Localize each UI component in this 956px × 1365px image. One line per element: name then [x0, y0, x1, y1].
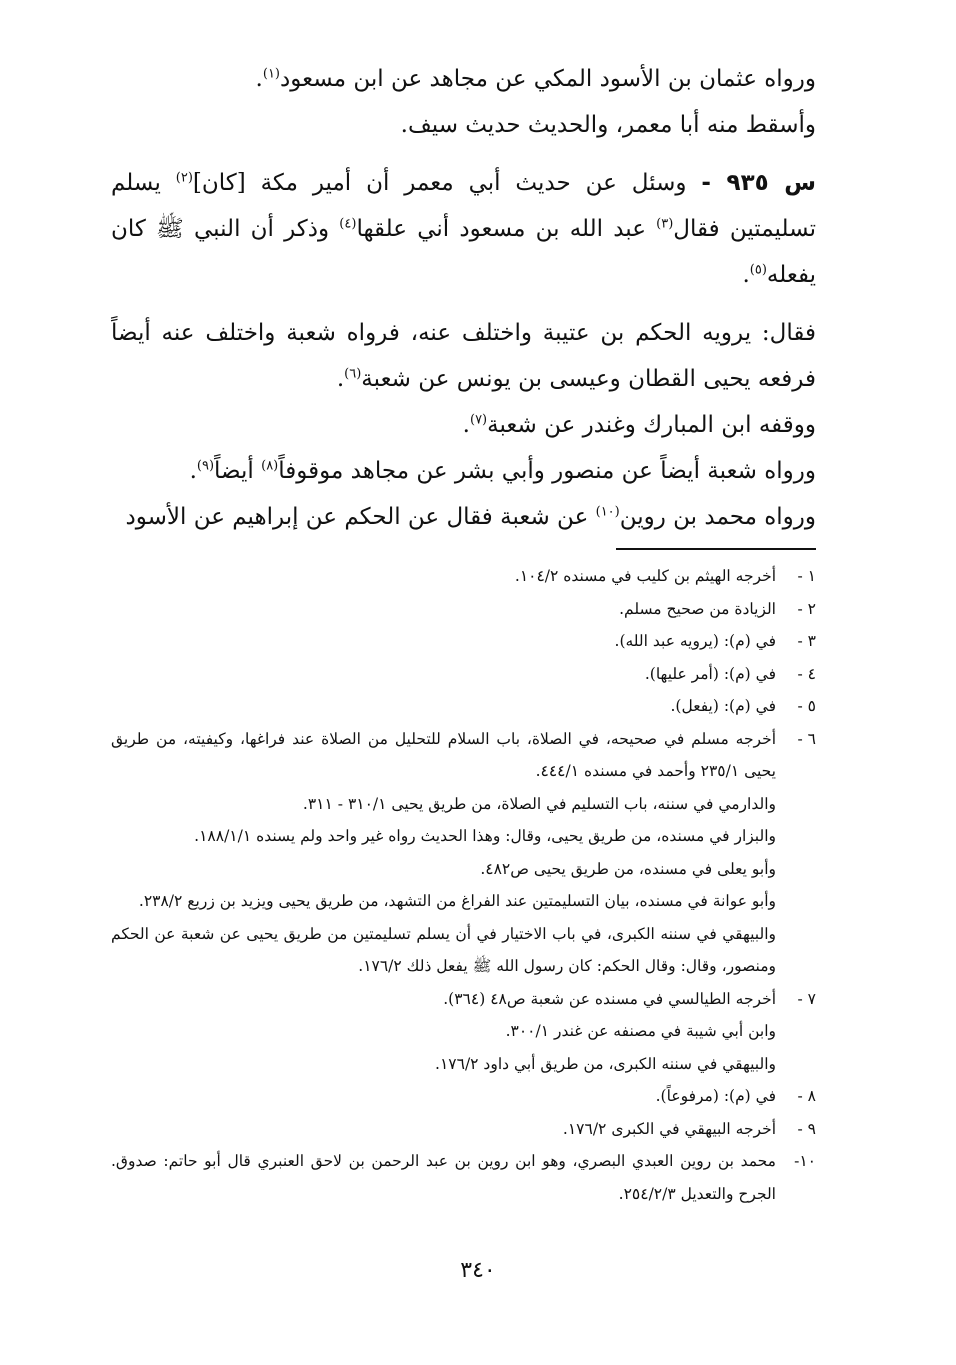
footnote-line: في (م): (مرفوعاً).	[655, 1087, 776, 1105]
footnote	[111, 560, 816, 593]
footnote	[111, 690, 816, 723]
footnote-number: ١٠-	[794, 1152, 816, 1170]
footnote-body	[111, 690, 776, 723]
footnote-number: ٤ -	[797, 664, 816, 683]
footnote	[111, 1113, 816, 1146]
footnote-ref: (١)	[262, 66, 280, 82]
footnote-ref: (٦)	[344, 366, 362, 382]
footnote-line: وأبو يعلى في مسنده، من طريق يحيى ص٤٨٢.	[480, 859, 776, 878]
footnote	[111, 593, 816, 626]
footnote	[111, 983, 816, 1081]
text-run: وأسقط منه أبا معمر، والحديث حديث سيف.	[400, 112, 816, 138]
footnote-body	[111, 1145, 776, 1210]
footnote-ref: (٣)	[656, 216, 674, 232]
footnote-body	[111, 1080, 776, 1113]
footnote-body	[111, 983, 776, 1081]
text-run: ورواه عثمان بن الأسود المكي عن مجاهد عن ابن مسعود	[280, 66, 816, 92]
footnote-line: في (م): (أمر عليها).	[644, 664, 776, 683]
footnote-body	[111, 723, 776, 983]
footnote-number: ٦ -	[797, 729, 816, 748]
text-run: وذكر أن النبي ﷺ كان يفعله	[111, 216, 816, 288]
text-run: ورواه شعبة أيضاً عن منصور وأبي بشر عن مجاهد موقوفاً	[278, 458, 816, 484]
footnote	[111, 658, 816, 691]
text-run: يسلم تسليمتين فقال	[111, 170, 816, 242]
text-run: عبد الله بن مسعود أني علقها	[356, 216, 646, 242]
footnote-ref: (٤)	[339, 216, 357, 232]
footnote-line: أخرجه مسلم في صحيحه، في الصلاة، باب السلام للتحليل من الصلاة عند فراغها، وكيفيته، من طريق يحيى ٢٣٥/١ وأحمد في مسنده ٤٤٤/١.	[111, 729, 776, 780]
footnote-line: والدارمي في سننه، باب التسليم في الصلاة، من طريق يحيى ٣١٠/١ - ٣١١.	[302, 794, 776, 813]
main-text	[111, 56, 816, 540]
text-run: عن شعبة فقال عن الحكم عن إبراهيم عن الأسود	[125, 504, 589, 530]
footnote-number: ٥ -	[797, 697, 816, 715]
footnote-body	[111, 625, 776, 658]
paragraph: ورواه شعبة أيضاً عن منصور وأبي بشر عن مجاهد موقوفاً$^{(٨)}$ أيضاً$^{(٩)}$.	[189, 458, 816, 484]
footnote-number: ٧ -	[797, 989, 816, 1008]
footnote	[111, 723, 816, 983]
footnote-number: ٢ -	[797, 599, 816, 618]
footnote-body	[111, 593, 776, 626]
footnote-number: ٩ -	[797, 1119, 816, 1138]
footnote-line: والبيهقي في سننه الكبرى، في باب الاختيار في أن يسلم تسليمتين من طريق يحيى عن شعبة عن الحكم ومنصور، وقال: وقال الحكم: كان رسول الله ﷺ يفعل ذلك ١٧٦/٢.	[111, 924, 776, 975]
paragraph: ورواه عثمان بن الأسود المكي عن مجاهد عن ابن مسعود$^{(١)}$.	[255, 66, 816, 92]
text-run: أيضاً	[214, 458, 254, 484]
text-run: ووقفه ابن المبارك وغندر عن شعبة	[487, 412, 816, 438]
footnote-number: ١ -	[797, 567, 816, 585]
footnote-ref: (٨)	[261, 458, 279, 474]
footnote-line: في (م): (يرويه عبد الله).	[614, 632, 776, 650]
footnote-body	[111, 560, 776, 593]
question-number: س ٩٣٥ -	[701, 170, 817, 196]
footnote-ref: (٩)	[196, 458, 215, 474]
footnote-line: أخرجه الطيالسي في مسنده عن شعبة ص٤٨ (٣٦٤).	[443, 989, 776, 1008]
footnote-separator	[616, 548, 816, 550]
paragraph	[111, 494, 816, 540]
spacer	[111, 298, 816, 310]
footnote	[111, 1145, 816, 1210]
footnote-ref: (٧)	[469, 412, 488, 428]
footnote-line: والبزار في مسنده، من طريق يحيى، وقال: وهذا الحديث رواه غير واحد ولم يسنده ١٨٨/١/١.	[194, 827, 776, 845]
footnote-body	[111, 658, 776, 691]
footnote-ref: (٢)	[175, 170, 193, 186]
footnote-number: ٨ -	[797, 1087, 816, 1105]
footnote-body	[111, 1113, 776, 1146]
footnote-line: وأبو عوانة في مسنده، بيان التسليمتين عند الفراغ من التشهد، من طريق يحيى ويزيد بن زريع ٢٣٨/٢.	[138, 892, 776, 910]
footnote-ref: (٥)	[749, 262, 767, 278]
text-run: ورواه محمد بن روين	[619, 504, 816, 530]
text-run: وسئل عن حديث أبي معمر أن أمير مكة [كان]	[192, 170, 687, 196]
footnote-line: الزيادة من صحيح مسلم.	[619, 599, 776, 618]
footnote-line: والبيهقي في سننه الكبرى، من طريق أبي داود ١٧٦/٢.	[435, 1054, 776, 1073]
footnote-line: أخرجه البيهقي في الكبرى ١٧٦/٢.	[562, 1119, 776, 1138]
footnote-line: أخرجه الهيثم بن كليب في مسنده ١٠٤/٢.	[514, 567, 776, 585]
footnote-line: وابن أبي شيبة في مصنفه عن غندر ٣٠٠/١.	[505, 1022, 776, 1040]
page-number: ٣٤٠	[460, 1258, 496, 1283]
spacer	[111, 148, 816, 160]
footnote	[111, 1080, 816, 1113]
paragraph	[111, 102, 816, 148]
text-run: فقال: يرويه الحكم بن عتيبة واختلف عنه، فرواه شعبة واختلف عنه أيضاً فرفعه يحيى القطان وعيسى بن يونس عن شعبة	[111, 320, 816, 392]
footnote-ref: (١٠)	[595, 504, 620, 520]
paragraph: ووقفه ابن المبارك وغندر عن شعبة$^{(٧)}$.	[462, 412, 816, 438]
footnote-line: في (م): (يفعل).	[670, 697, 776, 715]
footnote	[111, 625, 816, 658]
footnotes	[111, 560, 816, 1210]
question-paragraph: س ٩٣٥ - وسئل عن حديث أبي معمر أن أمير مكة [كان]$^{(٢)}$ يسلم تسليمتين فقال$^{(٣)}$ عبد الله بن مسعود أني علقها$^{(٤)}$ وذكر أن النبي ﷺ كان يفعله$^{(٥)}$.	[111, 170, 817, 288]
footnote-number: ٣ -	[797, 632, 816, 650]
footnote-line: محمد بن روين العبدي البصري، وهو ابن روين بن عبد الرحمن بن لاحق العنبري قال أبو حاتم: صدوق. الجرح والتعديل ٢٥٤/٢/٣.	[111, 1152, 776, 1203]
answer-paragraph: فقال: يرويه الحكم بن عتيبة واختلف عنه، فرواه شعبة واختلف عنه أيضاً فرفعه يحيى القطان وعيسى بن يونس عن شعبة$^{(٦)}$.	[111, 320, 816, 392]
